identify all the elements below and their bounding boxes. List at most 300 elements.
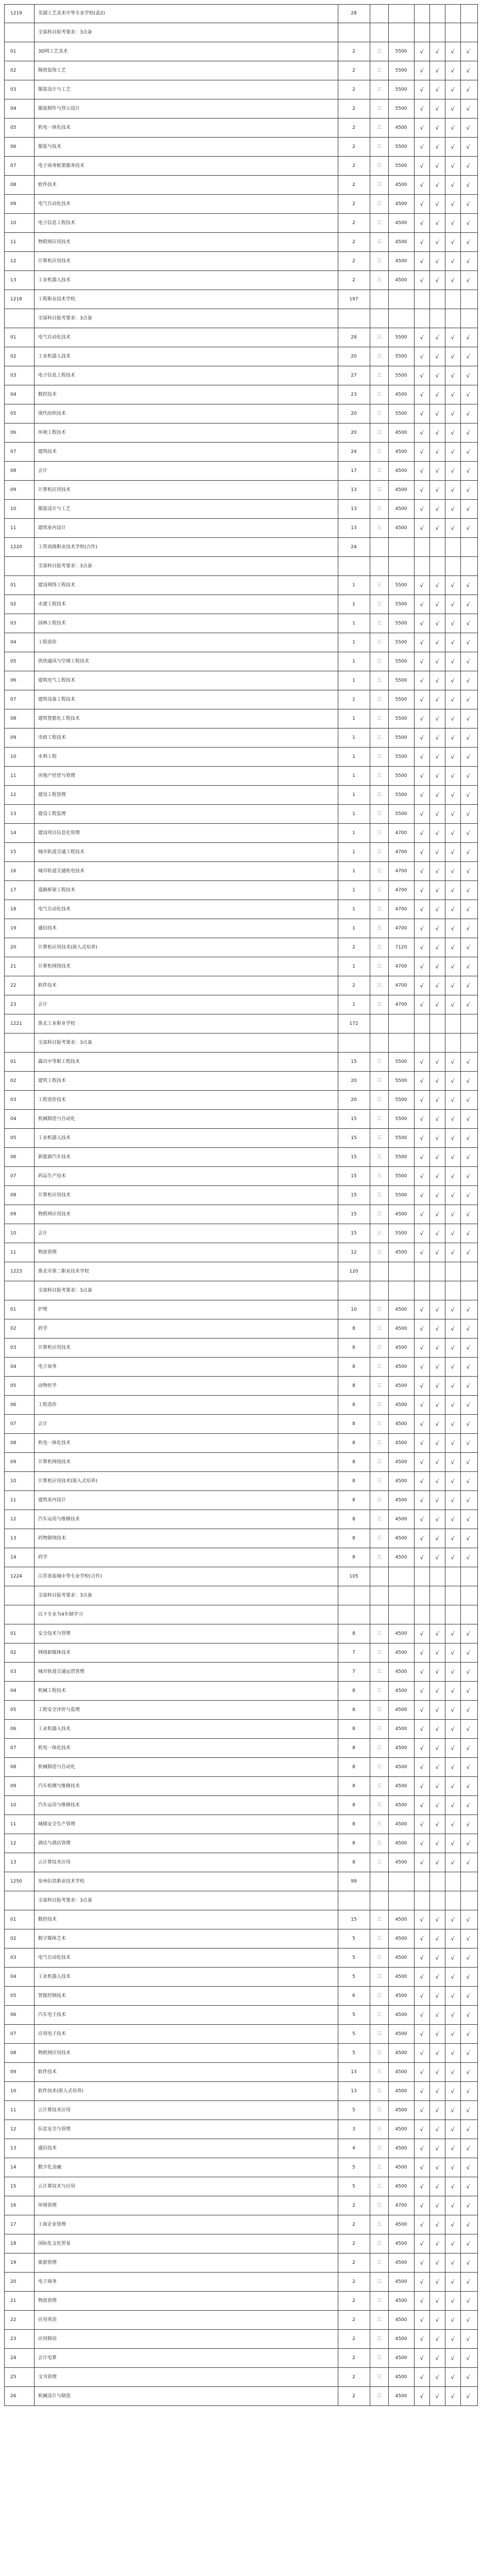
major-code: 08 bbox=[10, 2050, 16, 2056]
check-mark: √ bbox=[435, 811, 439, 818]
duration: 三 bbox=[376, 773, 382, 778]
tuition: 4500 bbox=[395, 506, 407, 512]
check-mark: √ bbox=[435, 2260, 439, 2266]
check-mark: √ bbox=[420, 1764, 424, 1771]
check-mark: √ bbox=[420, 2279, 424, 2285]
check-mark: √ bbox=[466, 792, 470, 799]
major-code: 11 bbox=[10, 1250, 16, 1255]
major-code: 12 bbox=[10, 259, 16, 264]
major-name: 工业机器人技术 bbox=[38, 1974, 71, 1979]
check-mark: √ bbox=[435, 201, 439, 208]
check-mark: √ bbox=[420, 1688, 424, 1694]
check-mark: √ bbox=[466, 2336, 470, 2343]
duration: 三 bbox=[376, 373, 382, 378]
duration: 三 bbox=[376, 430, 382, 435]
major-code: 13 bbox=[10, 2146, 16, 2151]
plan-count: 2 bbox=[352, 201, 355, 207]
check-mark: √ bbox=[466, 2202, 470, 2209]
check-mark: √ bbox=[435, 1135, 439, 1142]
duration: 三 bbox=[376, 449, 382, 454]
check-mark: √ bbox=[435, 2069, 439, 2076]
check-mark: √ bbox=[451, 830, 455, 837]
duration: 三 bbox=[376, 1155, 382, 1160]
check-mark: √ bbox=[435, 1059, 439, 1065]
major-name: 云计算技术与应用 bbox=[38, 2184, 76, 2189]
major-code: 09 bbox=[10, 1212, 16, 1217]
check-mark: √ bbox=[435, 1821, 439, 1828]
major-code: 04 bbox=[10, 640, 16, 645]
check-mark: √ bbox=[420, 658, 424, 665]
check-mark: √ bbox=[466, 125, 470, 131]
tuition: 4500 bbox=[395, 1765, 407, 1770]
check-mark: √ bbox=[435, 1802, 439, 1809]
plan-count: 1 bbox=[352, 716, 355, 721]
tuition: 4500 bbox=[395, 2355, 407, 2361]
duration: 三 bbox=[376, 2260, 382, 2265]
plan-count: 17 bbox=[351, 468, 357, 473]
plan-count: 13 bbox=[351, 506, 357, 512]
major-name: 工商企业管理 bbox=[38, 2222, 66, 2227]
tuition: 4500 bbox=[395, 1498, 407, 1503]
tuition: 5500 bbox=[395, 583, 407, 588]
tuition: 4700 bbox=[395, 1002, 407, 1007]
check-mark: √ bbox=[466, 2069, 470, 2076]
major-name: 云计算技术应用 bbox=[38, 1860, 71, 1865]
major-code: 11 bbox=[10, 240, 16, 245]
major-name: 电气自动化技术 bbox=[38, 1955, 71, 1960]
tuition: 5500 bbox=[395, 640, 407, 645]
check-mark: √ bbox=[420, 1078, 424, 1084]
check-mark: √ bbox=[466, 1383, 470, 1389]
check-mark: √ bbox=[466, 2031, 470, 2038]
check-mark: √ bbox=[435, 1192, 439, 1199]
major-code: 19 bbox=[10, 926, 16, 931]
check-mark: √ bbox=[420, 1516, 424, 1523]
duration: 三 bbox=[376, 506, 382, 512]
duration: 三 bbox=[376, 1383, 382, 1388]
check-mark: √ bbox=[420, 887, 424, 894]
check-mark: √ bbox=[466, 944, 470, 951]
duration: 三 bbox=[376, 240, 382, 245]
check-mark: √ bbox=[435, 2279, 439, 2285]
check-mark: √ bbox=[466, 1936, 470, 1942]
plan-count: 12 bbox=[351, 1250, 357, 1255]
major-name: 酒店与酒店管理 bbox=[38, 1841, 71, 1846]
check-mark: √ bbox=[466, 201, 470, 208]
check-mark: √ bbox=[420, 2393, 424, 2400]
major-name: 工程安全评价与监理 bbox=[38, 1707, 80, 1713]
tuition: 4500 bbox=[395, 430, 407, 435]
check-mark: √ bbox=[435, 2241, 439, 2247]
check-mark: √ bbox=[420, 2088, 424, 2095]
plan-count: 2 bbox=[352, 221, 355, 226]
plan-count: 15 bbox=[351, 1059, 357, 1064]
check-mark: √ bbox=[451, 1783, 455, 1790]
check-mark: √ bbox=[435, 601, 439, 608]
plan-count: 5 bbox=[352, 2012, 355, 2018]
check-mark: √ bbox=[451, 1688, 455, 1694]
plan-count: 8 bbox=[352, 1421, 355, 1427]
plan-count: 2 bbox=[352, 2317, 355, 2323]
plan-count: 2 bbox=[352, 2260, 355, 2265]
tuition: 4500 bbox=[395, 1726, 407, 1732]
check-mark: √ bbox=[466, 1802, 470, 1809]
major-name: 城镇安全生产管理 bbox=[38, 1822, 76, 1827]
plan-count: 8 bbox=[352, 1517, 355, 1522]
check-mark: √ bbox=[420, 1116, 424, 1123]
tuition: 4500 bbox=[395, 1250, 407, 1255]
major-code: 08 bbox=[10, 1765, 16, 1770]
check-mark: √ bbox=[435, 1440, 439, 1447]
plan-count: 8 bbox=[352, 1460, 355, 1465]
plan-count: 1 bbox=[352, 964, 355, 969]
major-code: 15 bbox=[10, 2184, 16, 2189]
check-mark: √ bbox=[466, 582, 470, 589]
check-mark: √ bbox=[466, 353, 470, 360]
plan-count: 2 bbox=[352, 2394, 355, 2399]
plan-count: 2 bbox=[352, 240, 355, 245]
duration: 三 bbox=[376, 2070, 382, 2075]
check-mark: √ bbox=[451, 430, 455, 436]
major-name: 计算机应用技术 bbox=[38, 1193, 71, 1198]
check-mark: √ bbox=[420, 1192, 424, 1199]
check-mark: √ bbox=[435, 1764, 439, 1771]
major-name: 药学 bbox=[38, 1326, 48, 1331]
check-mark: √ bbox=[451, 1516, 455, 1523]
check-mark: √ bbox=[451, 754, 455, 760]
check-mark: √ bbox=[435, 1631, 439, 1637]
check-mark: √ bbox=[451, 868, 455, 875]
major-name: 药学 bbox=[38, 1555, 48, 1560]
duration: 三 bbox=[376, 49, 382, 54]
major-name: 会计 bbox=[38, 1002, 48, 1007]
duration: 三 bbox=[376, 869, 382, 874]
major-name: 工业机器人技术 bbox=[38, 1136, 71, 1141]
major-code: 01 bbox=[10, 335, 16, 340]
major-name: 工业机器人技术 bbox=[38, 354, 71, 359]
plan-count: 2 bbox=[352, 2203, 355, 2208]
check-mark: √ bbox=[466, 601, 470, 608]
duration: 三 bbox=[376, 1631, 382, 1636]
major-name: 电子商务 bbox=[38, 1364, 57, 1369]
plan-count: 15 bbox=[351, 1155, 357, 1160]
plan-count: 8 bbox=[352, 1822, 355, 1827]
tuition: 4700 bbox=[395, 888, 407, 893]
check-mark: √ bbox=[466, 1421, 470, 1428]
major-code: 10 bbox=[10, 506, 16, 512]
major-code: 11 bbox=[10, 773, 16, 778]
check-mark: √ bbox=[451, 697, 455, 703]
major-name: 护理 bbox=[38, 1307, 48, 1312]
check-mark: √ bbox=[451, 163, 455, 170]
major-code: 12 bbox=[10, 1517, 16, 1522]
duration: 三 bbox=[376, 278, 382, 283]
check-mark: √ bbox=[435, 1840, 439, 1847]
major-name: 通信技术 bbox=[38, 926, 57, 931]
check-mark: √ bbox=[466, 1707, 470, 1714]
check-mark: √ bbox=[435, 1669, 439, 1675]
duration: 三 bbox=[376, 201, 382, 207]
check-mark: √ bbox=[435, 773, 439, 779]
check-mark: √ bbox=[451, 1383, 455, 1389]
duration: 三 bbox=[376, 792, 382, 798]
check-mark: √ bbox=[451, 182, 455, 189]
plan-count: 28 bbox=[351, 335, 357, 340]
check-mark: √ bbox=[451, 2183, 455, 2190]
check-mark: √ bbox=[435, 1745, 439, 1752]
check-mark: √ bbox=[466, 2222, 470, 2228]
major-code: 03 bbox=[10, 1345, 16, 1350]
check-mark: √ bbox=[451, 334, 455, 341]
plan-count: 6 bbox=[352, 1993, 355, 1998]
check-mark: √ bbox=[435, 1993, 439, 1999]
check-mark: √ bbox=[451, 1535, 455, 1542]
major-code: 01 bbox=[10, 1307, 16, 1312]
major-code: 05 bbox=[10, 659, 16, 664]
check-mark: √ bbox=[435, 1459, 439, 1466]
check-mark: √ bbox=[451, 277, 455, 284]
duration: 三 bbox=[376, 2031, 382, 2037]
check-mark: √ bbox=[466, 1364, 470, 1370]
major-code: 02 bbox=[10, 1326, 16, 1331]
check-mark: √ bbox=[466, 1993, 470, 1999]
school-name: 淮北工业职业学校 bbox=[38, 1021, 76, 1026]
major-code: 12 bbox=[10, 792, 16, 798]
check-mark: √ bbox=[466, 106, 470, 112]
major-code: 07 bbox=[10, 697, 16, 702]
check-mark: √ bbox=[420, 792, 424, 799]
check-mark: √ bbox=[466, 334, 470, 341]
major-name: 软件技术(嵌入式培养) bbox=[38, 2089, 84, 2094]
tuition: 4500 bbox=[395, 201, 407, 207]
tuition: 4700 bbox=[395, 831, 407, 836]
check-mark: √ bbox=[466, 925, 470, 932]
check-mark: √ bbox=[451, 1402, 455, 1409]
column-divider bbox=[429, 4, 430, 2406]
plan-count: 8 bbox=[352, 1726, 355, 1732]
check-mark: √ bbox=[435, 944, 439, 951]
school-name: 淮北市第二职业技术学校 bbox=[38, 1269, 90, 1274]
check-mark: √ bbox=[435, 2393, 439, 2400]
check-mark: √ bbox=[451, 1631, 455, 1637]
major-name: 会计 bbox=[38, 468, 48, 473]
plan-count: 1 bbox=[352, 1002, 355, 1007]
check-mark: √ bbox=[466, 1535, 470, 1542]
duration: 三 bbox=[376, 163, 382, 168]
check-mark: √ bbox=[451, 2202, 455, 2209]
major-name: 数控技术 bbox=[38, 1917, 57, 1922]
duration: 三 bbox=[376, 526, 382, 531]
check-mark: √ bbox=[420, 163, 424, 170]
school-code: 1220 bbox=[10, 545, 22, 550]
major-code: 11 bbox=[10, 526, 16, 531]
duration: 三 bbox=[376, 1936, 382, 1941]
duration: 三 bbox=[376, 1784, 382, 1789]
duration: 三 bbox=[376, 2165, 382, 2170]
plan-count: 2 bbox=[352, 278, 355, 283]
tuition: 4500 bbox=[395, 2165, 407, 2170]
major-name: 药品生产技术 bbox=[38, 1174, 66, 1179]
major-code: 07 bbox=[10, 163, 16, 168]
check-mark: √ bbox=[435, 1917, 439, 1923]
check-mark: √ bbox=[435, 2374, 439, 2381]
tuition: 4500 bbox=[395, 1860, 407, 1865]
school-code: 1224 bbox=[10, 1574, 22, 1579]
check-mark: √ bbox=[451, 1478, 455, 1485]
check-mark: √ bbox=[435, 1345, 439, 1351]
major-code: 03 bbox=[10, 373, 16, 378]
major-code: 23 bbox=[10, 2336, 16, 2342]
major-name: 旅游管理 bbox=[38, 2260, 57, 2265]
duration: 三 bbox=[376, 2050, 382, 2056]
major-code: 22 bbox=[10, 2317, 16, 2323]
check-mark: √ bbox=[435, 430, 439, 436]
check-mark: √ bbox=[420, 1211, 424, 1218]
check-mark: √ bbox=[451, 1821, 455, 1828]
check-mark: √ bbox=[420, 220, 424, 227]
duration: 三 bbox=[376, 831, 382, 836]
check-mark: √ bbox=[451, 1307, 455, 1313]
major-code: 14 bbox=[10, 831, 16, 836]
plan-count: 3 bbox=[352, 2127, 355, 2132]
check-mark: √ bbox=[451, 2336, 455, 2343]
check-mark: √ bbox=[451, 220, 455, 227]
major-name: 计算机应用技术(嵌入式培养) bbox=[38, 1479, 98, 1484]
check-mark: √ bbox=[435, 620, 439, 627]
tuition: 5500 bbox=[395, 659, 407, 664]
check-mark: √ bbox=[435, 754, 439, 760]
check-mark: √ bbox=[420, 2126, 424, 2133]
major-name: 计算机应用技术 bbox=[38, 1345, 71, 1350]
check-mark: √ bbox=[466, 372, 470, 379]
check-mark: √ bbox=[466, 1955, 470, 1961]
major-code: 04 bbox=[10, 106, 16, 111]
major-name: 服装设计与工艺 bbox=[38, 87, 71, 92]
major-code: 02 bbox=[10, 1650, 16, 1655]
check-mark: √ bbox=[435, 506, 439, 513]
check-mark: √ bbox=[466, 1192, 470, 1199]
duration: 三 bbox=[376, 468, 382, 473]
check-mark: √ bbox=[435, 2355, 439, 2362]
check-mark: √ bbox=[435, 1497, 439, 1504]
plan-count: 5 bbox=[352, 1974, 355, 1979]
check-mark: √ bbox=[451, 906, 455, 913]
major-name: 道路桥梁工程技术 bbox=[38, 888, 76, 893]
check-mark: √ bbox=[420, 2336, 424, 2343]
major-name: 机械制造与自动化 bbox=[38, 1765, 76, 1770]
major-name: 计算机网络技术 bbox=[38, 1460, 71, 1465]
tuition: 4500 bbox=[395, 2012, 407, 2018]
check-mark: √ bbox=[435, 639, 439, 646]
check-mark: √ bbox=[466, 1402, 470, 1409]
major-code: 02 bbox=[10, 354, 16, 359]
major-name: 会计 bbox=[38, 1421, 48, 1427]
check-mark: √ bbox=[435, 1383, 439, 1389]
check-mark: √ bbox=[420, 1859, 424, 1866]
duration: 三 bbox=[376, 259, 382, 264]
check-mark: √ bbox=[420, 144, 424, 150]
check-mark: √ bbox=[435, 411, 439, 417]
plan-count: 5 bbox=[352, 2031, 355, 2037]
check-mark: √ bbox=[435, 2012, 439, 2019]
check-mark: √ bbox=[451, 2393, 455, 2400]
check-mark: √ bbox=[451, 1345, 455, 1351]
plan-count: 15 bbox=[351, 1231, 357, 1236]
major-code: 10 bbox=[10, 1231, 16, 1236]
duration: 三 bbox=[376, 1555, 382, 1560]
check-mark: √ bbox=[420, 830, 424, 837]
major-name: 服装制作与营示设计 bbox=[38, 106, 80, 111]
duration: 三 bbox=[376, 1078, 382, 1083]
check-mark: √ bbox=[466, 48, 470, 55]
tuition: 4700 bbox=[395, 907, 407, 912]
major-code: 07 bbox=[10, 1174, 16, 1179]
check-mark: √ bbox=[451, 1745, 455, 1752]
major-code: 12 bbox=[10, 1841, 16, 1846]
check-mark: √ bbox=[435, 239, 439, 246]
plan-count: 2 bbox=[352, 182, 355, 188]
plan-count: 20 bbox=[351, 1078, 357, 1083]
check-mark: √ bbox=[466, 1554, 470, 1561]
major-code: 06 bbox=[10, 1402, 16, 1408]
duration: 三 bbox=[376, 945, 382, 950]
major-name: 电子商务 bbox=[38, 2279, 57, 2284]
tuition: 4500 bbox=[395, 2146, 407, 2151]
major-code: 01 bbox=[10, 49, 16, 54]
check-mark: √ bbox=[420, 2317, 424, 2324]
duration: 三 bbox=[376, 716, 382, 721]
check-mark: √ bbox=[435, 1326, 439, 1332]
plan-count: 2 bbox=[352, 259, 355, 264]
duration: 三 bbox=[376, 2012, 382, 2018]
check-mark: √ bbox=[420, 2241, 424, 2247]
duration: 三 bbox=[376, 125, 382, 130]
duration: 三 bbox=[376, 1364, 382, 1369]
check-mark: √ bbox=[420, 1554, 424, 1561]
check-mark: √ bbox=[420, 1821, 424, 1828]
check-mark: √ bbox=[420, 1059, 424, 1065]
plan-count: 8 bbox=[352, 1326, 355, 1331]
major-name: 物流管理 bbox=[38, 2298, 57, 2303]
school-name: 芜湖工艺美术中等专业学校(盖2) bbox=[38, 11, 105, 16]
tuition: 5500 bbox=[395, 1155, 407, 1160]
tuition: 4500 bbox=[395, 1841, 407, 1846]
major-name: 应用英语 bbox=[38, 2317, 57, 2323]
check-mark: √ bbox=[420, 277, 424, 284]
major-code: 08 bbox=[10, 716, 16, 721]
duration: 三 bbox=[376, 1440, 382, 1446]
plan-count: 2 bbox=[352, 125, 355, 130]
duration: 三 bbox=[376, 87, 382, 92]
column-divider bbox=[388, 4, 389, 2406]
check-mark: √ bbox=[466, 1230, 470, 1237]
check-mark: √ bbox=[435, 334, 439, 341]
check-mark: √ bbox=[435, 163, 439, 170]
major-code: 01 bbox=[10, 1631, 16, 1636]
plan-count: 5 bbox=[352, 1936, 355, 1941]
check-mark: √ bbox=[435, 468, 439, 474]
plan-count: 1 bbox=[352, 792, 355, 798]
major-code: 04 bbox=[10, 1688, 16, 1693]
plan-count: 2 bbox=[352, 87, 355, 92]
tuition: 4500 bbox=[395, 526, 407, 531]
plan-count: 2 bbox=[352, 49, 355, 54]
check-mark: √ bbox=[466, 1097, 470, 1104]
check-mark: √ bbox=[466, 1516, 470, 1523]
check-mark: √ bbox=[435, 1078, 439, 1084]
check-mark: √ bbox=[451, 2260, 455, 2266]
check-mark: √ bbox=[420, 1383, 424, 1389]
